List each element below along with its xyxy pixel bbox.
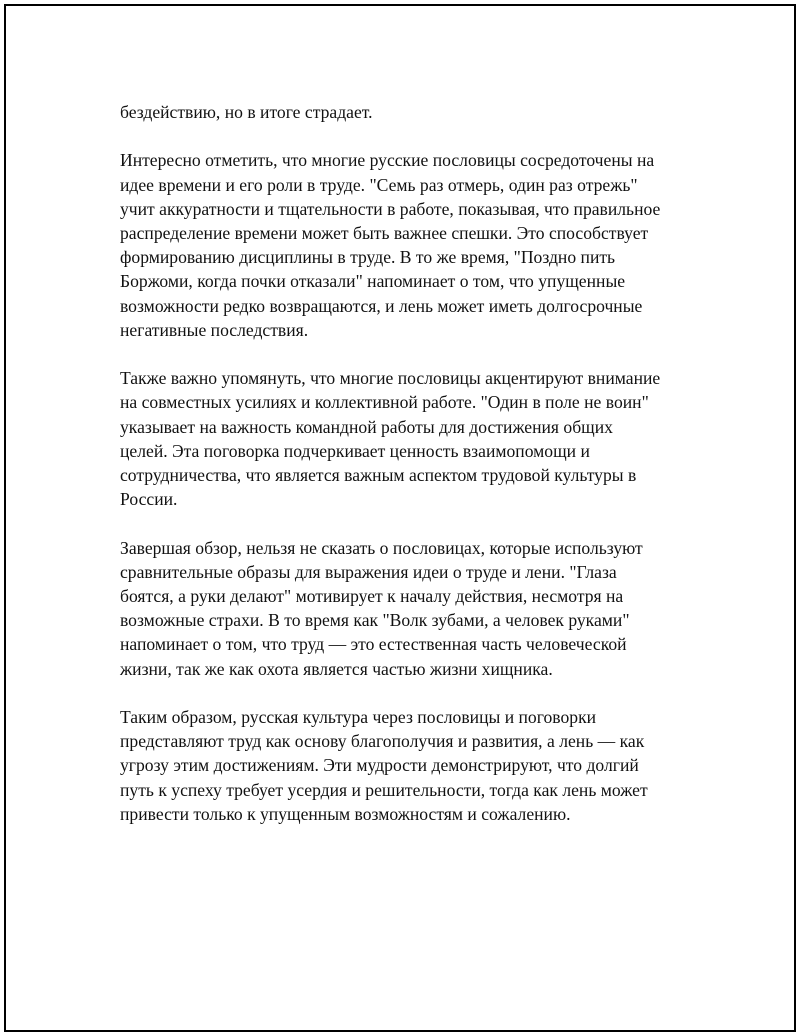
- document-body: [120, 100, 710, 850]
- paragraph: Таким образом, русская культура через пословицы и поговорки представляют труд как основу благополучия и развития, а лень — как угрозу этим достижениям. Эти мудрости демонстрируют, что долгий путь к успеху требует усердия и решительности, тогда как лень может привести только к упущенным возможностям и сожалению.: [120, 707, 648, 824]
- paragraph: Интересно отметить, что многие русские пословицы сосредоточены на идее времени и его роли в труде. "Семь раз отмерь, один раз отрежь" учит аккуратности и тщательности в работе, показывая, что правильное распределение времени может быть важнее спешки. Это способствует формированию дисциплины в труде. В то же время, "Поздно пить Боржоми, когда почки отказали" напоминает о том, что упущенные возможности редко возвращаются, и лень может иметь долгосрочные негативные последствия.: [120, 150, 661, 340]
- paragraph: бездействию, но в итоге страдает.: [120, 102, 373, 122]
- paragraph: Также важно упомянуть, что многие пословицы акцентируют внимание на совместных усилиях и коллективной работе. "Один в поле не воин" указывает на важность командной работы для достижения общих целей. Эта поговорка подчеркивает ценность взаимопомощи и сотрудничества, что является важным аспектом трудовой культуры в России.: [120, 368, 661, 510]
- page-frame: [4, 4, 796, 1032]
- paragraph: Завершая обзор, нельзя не сказать о пословицах, которые используют сравнительные образы для выражения идеи о труде и лени. "Глаза боятся, а руки делают" мотивирует к началу действия, несмотря на возможные страхи. В то время как "Волк зубами, а человек руками" напоминает о том, что труд — это естественная часть человеческой жизни, так же как охота является частью жизни хищника.: [120, 537, 643, 679]
